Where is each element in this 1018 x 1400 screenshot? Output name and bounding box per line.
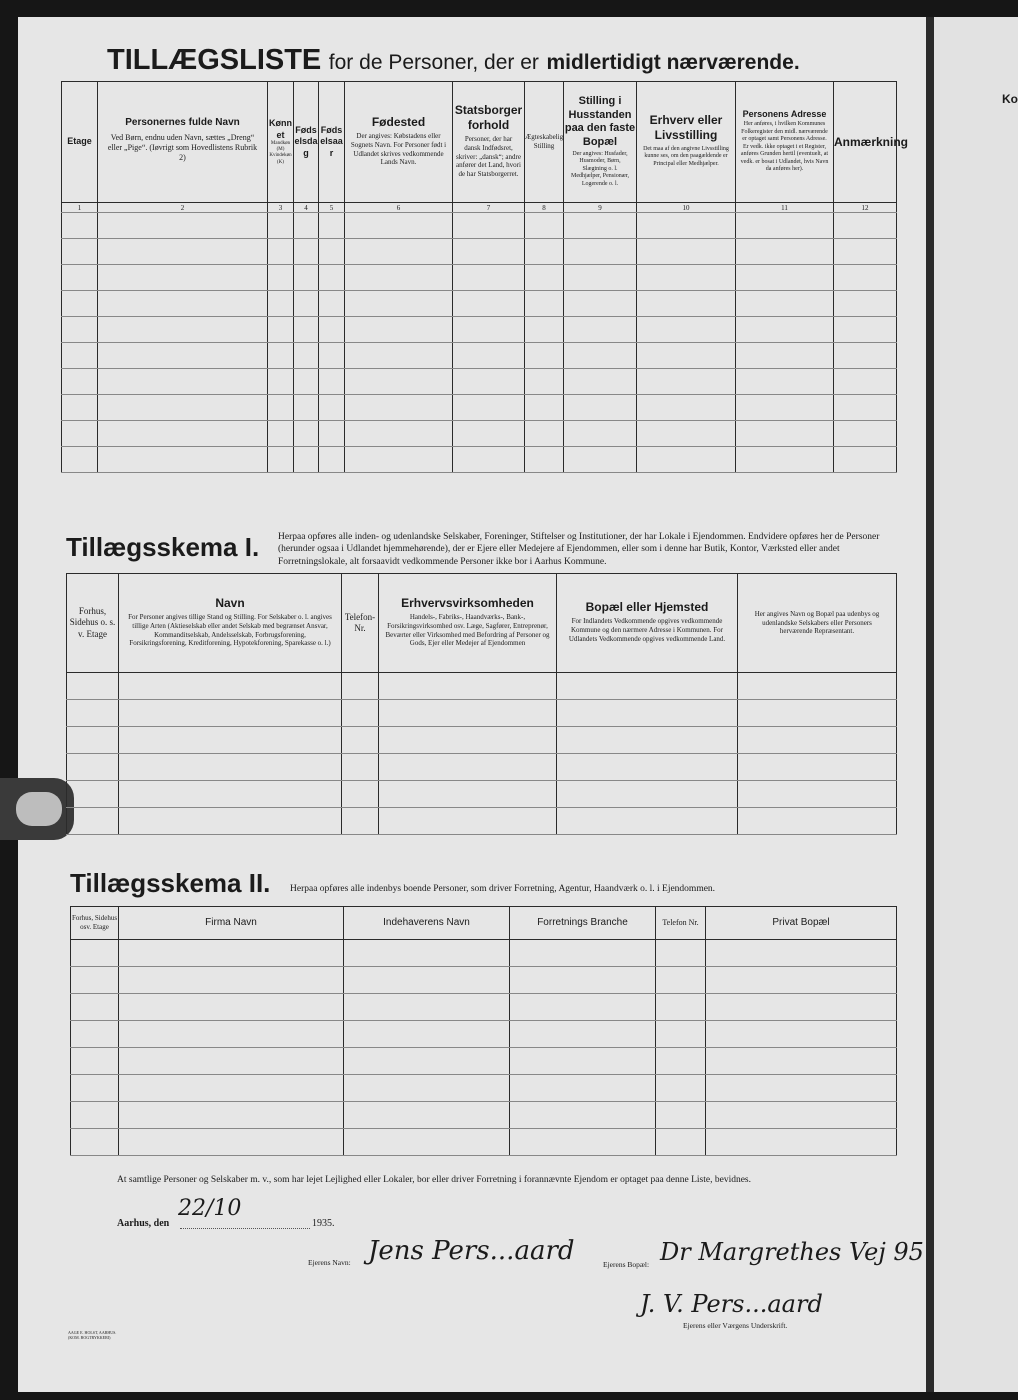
empty-cell: [268, 343, 294, 369]
empty-cell: [62, 395, 98, 421]
empty-cell: [525, 343, 564, 369]
empty-cell: [342, 673, 379, 700]
empty-cell: [736, 239, 834, 265]
col-marital: Ægteskabelig Stilling: [525, 82, 564, 203]
empty-cell: [510, 967, 656, 994]
empty-cell: [344, 1021, 510, 1048]
empty-cell: [557, 754, 738, 781]
empty-cell: [557, 781, 738, 808]
empty-cell: [319, 265, 345, 291]
empty-cell: [656, 1021, 706, 1048]
empty-cell: [319, 343, 345, 369]
empty-cell: [510, 1075, 656, 1102]
empty-cell: [119, 967, 344, 994]
empty-cell: [71, 940, 119, 967]
list-body: [62, 213, 897, 473]
empty-cell: [342, 808, 379, 835]
empty-cell: [453, 291, 525, 317]
empty-cell: [637, 213, 736, 239]
empty-cell: [342, 754, 379, 781]
empty-cell: [294, 239, 319, 265]
empty-cell: [453, 213, 525, 239]
empty-cell: [379, 754, 557, 781]
list-row: [62, 213, 897, 239]
empty-cell: [656, 940, 706, 967]
empty-cell: [736, 395, 834, 421]
skema1-header-row: Forhus, Sidehus o. s. v. Etage Navn For Personer angives tillige Stand og Stilling. For Selskaber o. l. angives tillige Arten (Aktieselskab eller andet Selskab med begrænset Ansvar, Kommanditselskab, Andelsselskab, Forbrugsforening, Forsikringsforening, Kreditforening, Hypotekforening, Sparekasse o. l.) Telefon-Nr. Erhvervsvirksomheden Handels-, Fabriks-, Haandværks-, Bank-, Forsikringsvirksomhed osv. Læge, Sagfører, Entreprenør, Beværter eller Virksomhed med Befordring af Personer og Gods, Ejer eller Medejer af Ejendommen Bopæl eller Hjemsted For Indlandets Vedkommende opgives vedkommende Kommune og den nærmere Adresse i Kommunen. For Udlandets Vedkommende opgives vedkommende Land. Her angives Navn og Bopæl paa udenbys og udenlandske Selskabers eller Personers herværende Repræsentant.: [67, 574, 897, 673]
empty-cell: [637, 447, 736, 473]
empty-cell: [119, 994, 344, 1021]
skema1-row: [67, 781, 897, 808]
owner-signature: J. V. Pers...aard: [640, 1290, 823, 1318]
empty-cell: [706, 1102, 897, 1129]
empty-cell: [319, 395, 345, 421]
empty-cell: [834, 265, 897, 291]
list-row: [62, 421, 897, 447]
skema1-table: [66, 573, 897, 835]
empty-cell: [510, 1048, 656, 1075]
empty-cell: [119, 940, 344, 967]
empty-cell: [564, 395, 637, 421]
empty-cell: [564, 343, 637, 369]
list-row: [62, 239, 897, 265]
empty-cell: [736, 213, 834, 239]
empty-cell: [564, 239, 637, 265]
empty-cell: [706, 994, 897, 1021]
empty-cell: [557, 808, 738, 835]
col-address: Personens Adresse Her anføres, i hvilken Kommunes Folkeregister den midl. nærværende er optaget samt Personens Adresse. Er vedk. ikke optaget i et Register, anføres Grunden hertil (eventuelt, at vedk. er bosat i Udlandet, hvis Navn da anføres her).: [736, 82, 834, 203]
empty-cell: [656, 1129, 706, 1156]
skema2-row: [71, 1048, 897, 1075]
empty-cell: [834, 369, 897, 395]
empty-cell: [345, 265, 453, 291]
empty-cell: [319, 421, 345, 447]
empty-cell: [268, 317, 294, 343]
empty-cell: [98, 213, 268, 239]
empty-cell: [345, 447, 453, 473]
col-birthplace: Fødested Der angives: Købstadens eller Sognets Navn. For Personer født i Udlandet skrives vedkommende Lands Navn.: [345, 82, 453, 203]
empty-cell: [67, 808, 119, 835]
empty-cell: [738, 727, 897, 754]
empty-cell: [345, 239, 453, 265]
empty-cell: [557, 673, 738, 700]
empty-cell: [834, 239, 897, 265]
empty-cell: [453, 395, 525, 421]
empty-cell: [119, 700, 342, 727]
empty-cell: [637, 421, 736, 447]
empty-cell: [67, 781, 119, 808]
empty-cell: [637, 395, 736, 421]
skema2-row: [71, 1021, 897, 1048]
owner-address: Dr Margrethes Vej 95: [660, 1238, 924, 1266]
empty-cell: [67, 700, 119, 727]
empty-cell: [637, 265, 736, 291]
empty-cell: [510, 994, 656, 1021]
empty-cell: [379, 808, 557, 835]
main-list-table: [61, 81, 909, 473]
date-line: [180, 1228, 310, 1229]
empty-cell: [656, 1102, 706, 1129]
empty-cell: [453, 421, 525, 447]
col-sex: Kønnet Mandkøn (M) Kvindekøn (K): [268, 82, 294, 203]
footer-date: 22/10: [178, 1196, 242, 1221]
empty-cell: [656, 994, 706, 1021]
skema1-row: [67, 754, 897, 781]
empty-cell: [342, 700, 379, 727]
empty-cell: [345, 291, 453, 317]
empty-cell: [637, 317, 736, 343]
empty-cell: [62, 239, 98, 265]
empty-cell: [119, 727, 342, 754]
empty-cell: [453, 447, 525, 473]
empty-cell: [345, 395, 453, 421]
empty-cell: [62, 421, 98, 447]
empty-cell: [98, 317, 268, 343]
empty-cell: [268, 239, 294, 265]
empty-cell: [294, 291, 319, 317]
empty-cell: [834, 343, 897, 369]
printer-mark: AAGE E. HOLST, AARHUS. (KOM. BOGTRYKKERI): [68, 1330, 117, 1341]
footer-place: Aarhus, den: [117, 1218, 170, 1229]
empty-cell: [379, 700, 557, 727]
signature-label: Ejerens eller Værgens Underskrift.: [683, 1321, 788, 1330]
empty-cell: [637, 239, 736, 265]
empty-cell: [119, 1129, 344, 1156]
empty-cell: [62, 447, 98, 473]
empty-cell: [706, 1129, 897, 1156]
empty-cell: [525, 239, 564, 265]
empty-cell: [834, 291, 897, 317]
empty-cell: [119, 808, 342, 835]
binder-clip: [0, 778, 74, 840]
empty-cell: [119, 673, 342, 700]
empty-cell: [706, 1048, 897, 1075]
empty-cell: [525, 265, 564, 291]
empty-cell: [98, 239, 268, 265]
empty-cell: [344, 940, 510, 967]
empty-cell: [344, 1102, 510, 1129]
empty-cell: [510, 1102, 656, 1129]
empty-cell: [564, 421, 637, 447]
empty-cell: [564, 447, 637, 473]
empty-cell: [738, 700, 897, 727]
skema1-row: [67, 673, 897, 700]
empty-cell: [736, 317, 834, 343]
skema1-row: [67, 727, 897, 754]
empty-cell: [319, 291, 345, 317]
empty-cell: [294, 265, 319, 291]
empty-cell: [834, 213, 897, 239]
empty-cell: [637, 369, 736, 395]
skema2-row: [71, 994, 897, 1021]
empty-cell: [525, 291, 564, 317]
empty-cell: [736, 369, 834, 395]
col-etage: Etage: [62, 82, 98, 203]
empty-cell: [736, 343, 834, 369]
empty-cell: [98, 265, 268, 291]
empty-cell: [564, 265, 637, 291]
skema2-title: Tillægsskema II.: [70, 868, 271, 898]
empty-cell: [453, 317, 525, 343]
empty-cell: [344, 1048, 510, 1075]
col-citizenship: Statsborgerforhold Personer, der har dansk Indfødsret, skriver: „dansk“; andre anfører det Land, hvori de har Statsborgerret.: [453, 82, 525, 203]
empty-cell: [344, 1075, 510, 1102]
empty-cell: [738, 781, 897, 808]
empty-cell: [525, 369, 564, 395]
empty-cell: [119, 1048, 344, 1075]
empty-cell: [453, 239, 525, 265]
empty-cell: [71, 1048, 119, 1075]
empty-cell: [119, 754, 342, 781]
empty-cell: [656, 967, 706, 994]
empty-cell: [268, 291, 294, 317]
empty-cell: [268, 213, 294, 239]
skema2-row: [71, 967, 897, 994]
list-row: [62, 369, 897, 395]
empty-cell: [98, 343, 268, 369]
empty-cell: [98, 369, 268, 395]
empty-cell: [67, 673, 119, 700]
empty-cell: [294, 317, 319, 343]
empty-cell: [119, 1075, 344, 1102]
empty-cell: [453, 343, 525, 369]
empty-cell: [345, 421, 453, 447]
empty-cell: [345, 317, 453, 343]
empty-cell: [342, 781, 379, 808]
skema2-table: [70, 906, 897, 1156]
empty-cell: [557, 727, 738, 754]
empty-cell: [345, 343, 453, 369]
empty-cell: [98, 421, 268, 447]
empty-cell: [319, 317, 345, 343]
list-row: [62, 447, 897, 473]
empty-cell: [98, 395, 268, 421]
col-occupation: Erhverv eller Livsstilling Det maa af den angivne Livsstilling kunne ses, om den paagældende er Principal eller Medhjælper.: [637, 82, 736, 203]
footer-statement: At samtlige Personer og Selskaber m. v., som har lejet Lejlighed eller Lokaler, bor eller driver Forretning i forannævnte Ejendom er optaget paa denne Liste, bevidnes.: [117, 1175, 751, 1185]
empty-cell: [294, 421, 319, 447]
col-birthyear: Fødselsaar: [319, 82, 345, 203]
empty-cell: [294, 395, 319, 421]
empty-cell: [736, 421, 834, 447]
empty-cell: [736, 265, 834, 291]
empty-cell: [62, 213, 98, 239]
col-name: Personernes fulde Navn Ved Børn, endnu uden Navn, sættes „Dreng“ eller „Pige“. (Iøvrigt som Hovedlistens Rubrik 2): [98, 82, 268, 203]
empty-cell: [71, 994, 119, 1021]
empty-cell: [119, 1102, 344, 1129]
list-row: [62, 317, 897, 343]
empty-cell: [453, 265, 525, 291]
empty-cell: [98, 447, 268, 473]
empty-cell: [62, 343, 98, 369]
empty-cell: [706, 967, 897, 994]
skema1-intro: Herpaa opføres alle inden- og udenlandske Selskaber, Foreninger, Stiftelser og Institutioner, der har Lokale i Ejendommen. Endvidere opføres her de Personer (herunder ogsaa i Udlandet hjemmehørende), der er Ejere eller Medejere af Ejendommen, eller som i denne har Butik, Kontor, Værksted eller andet Forretningslokale, alt forsaavidt vedkommende Personer ikke bor i Aarhus Kommune.: [278, 532, 880, 567]
empty-cell: [345, 369, 453, 395]
list-row: [62, 395, 897, 421]
empty-cell: [67, 754, 119, 781]
empty-cell: [706, 940, 897, 967]
skema2-row: [71, 1102, 897, 1129]
empty-cell: [62, 265, 98, 291]
empty-cell: [525, 317, 564, 343]
empty-cell: [268, 421, 294, 447]
skema2-row: [71, 1075, 897, 1102]
empty-cell: [564, 213, 637, 239]
page-spine: [926, 17, 934, 1392]
empty-cell: [656, 1075, 706, 1102]
list-row: [62, 265, 897, 291]
empty-cell: [453, 369, 525, 395]
empty-cell: [525, 421, 564, 447]
empty-cell: [345, 213, 453, 239]
owner-address-label: Ejerens Bopæl:: [603, 1260, 650, 1269]
col-birthday: Fødselsdag: [294, 82, 319, 203]
skema2-row: [71, 940, 897, 967]
empty-cell: [564, 369, 637, 395]
empty-cell: [564, 317, 637, 343]
owner-name: Jens Pers...aard: [368, 1236, 575, 1266]
empty-cell: [319, 447, 345, 473]
empty-cell: [510, 1129, 656, 1156]
empty-cell: [637, 343, 736, 369]
empty-cell: [379, 781, 557, 808]
footer-year: 1935.: [312, 1218, 335, 1229]
empty-cell: [706, 1021, 897, 1048]
empty-cell: [706, 1075, 897, 1102]
empty-cell: [294, 369, 319, 395]
empty-cell: [525, 447, 564, 473]
empty-cell: [319, 369, 345, 395]
empty-cell: [738, 808, 897, 835]
col-remark: Anmærkning: [834, 82, 897, 203]
list-colnum-row: 1 2 3 4 5 6 7 8 9 10 11 12: [62, 203, 897, 213]
skema2-intro: Herpaa opføres alle indenbys boende Personer, som driver Forretning, Agentur, Haandværk o. l. i Ejendommen.: [290, 884, 716, 894]
empty-cell: [564, 291, 637, 317]
empty-cell: [834, 421, 897, 447]
empty-cell: [268, 447, 294, 473]
page-title: TILLÆGSLISTE for de Personer, der er midlertidigt nærværende.: [107, 44, 800, 76]
empty-cell: [525, 395, 564, 421]
empty-cell: [637, 291, 736, 317]
empty-cell: [379, 727, 557, 754]
list-header-row: [62, 82, 897, 203]
empty-cell: [98, 291, 268, 317]
empty-cell: [510, 940, 656, 967]
empty-cell: [736, 447, 834, 473]
empty-cell: [344, 967, 510, 994]
col-household: Stilling i Husstanden paa den faste Bopæl Der angives: Husfader, Husmoder, Børn, Slægtning o. l. Medhjælper, Pensionær, Logerende o. l.: [564, 82, 637, 203]
empty-cell: [342, 727, 379, 754]
empty-cell: [119, 781, 342, 808]
empty-cell: [294, 447, 319, 473]
empty-cell: [67, 727, 119, 754]
list-row: [62, 291, 897, 317]
empty-cell: [738, 673, 897, 700]
empty-cell: [71, 1102, 119, 1129]
empty-cell: [344, 994, 510, 1021]
skema2-row: [71, 1129, 897, 1156]
skema1-row: [67, 700, 897, 727]
empty-cell: [379, 673, 557, 700]
empty-cell: [62, 317, 98, 343]
skema1-body: [67, 673, 897, 835]
empty-cell: [319, 213, 345, 239]
empty-cell: [294, 343, 319, 369]
empty-cell: [71, 1075, 119, 1102]
empty-cell: [62, 369, 98, 395]
empty-cell: [736, 291, 834, 317]
empty-cell: [738, 754, 897, 781]
empty-cell: [71, 967, 119, 994]
facing-page-label: Ko: [1002, 92, 1018, 106]
empty-cell: [294, 213, 319, 239]
skema2-body: [71, 940, 897, 1156]
empty-cell: [119, 1021, 344, 1048]
empty-cell: [71, 1021, 119, 1048]
facing-page: [934, 17, 1018, 1392]
empty-cell: [656, 1048, 706, 1075]
empty-cell: [268, 265, 294, 291]
empty-cell: [834, 447, 897, 473]
empty-cell: [344, 1129, 510, 1156]
skema1-title: Tillægsskema I.: [66, 532, 260, 562]
empty-cell: [525, 213, 564, 239]
empty-cell: [268, 369, 294, 395]
empty-cell: [834, 317, 897, 343]
empty-cell: [319, 239, 345, 265]
skema1-row: [67, 808, 897, 835]
empty-cell: [62, 291, 98, 317]
empty-cell: [834, 395, 897, 421]
empty-cell: [557, 700, 738, 727]
empty-cell: [71, 1129, 119, 1156]
list-row: [62, 343, 897, 369]
empty-cell: [510, 1021, 656, 1048]
empty-cell: [268, 395, 294, 421]
skema2-header-row: Forhus, Sidehus osv. Etage Firma Navn Indehaverens Navn Forretnings Branche Telefon Nr. Privat Bopæl: [71, 907, 897, 940]
owner-name-label: Ejerens Navn:: [308, 1258, 351, 1267]
